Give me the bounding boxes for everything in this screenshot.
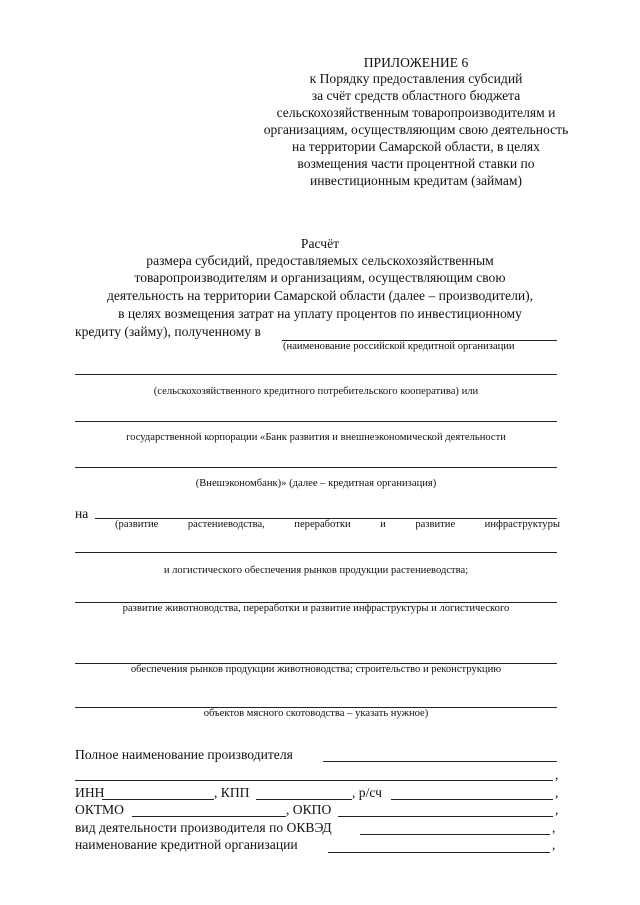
caption-purpose-1 bbox=[115, 519, 560, 530]
bank-input[interactable] bbox=[328, 852, 550, 853]
comma: , bbox=[555, 785, 559, 800]
comma: , bbox=[552, 837, 556, 852]
caption-purpose-2: и логистического обеспечения рынков продукции растениеводства; bbox=[163, 565, 469, 576]
purpose-word: развитие bbox=[415, 519, 456, 530]
full-name-input-cont[interactable] bbox=[75, 780, 553, 781]
caption-bank-name: (наименование российской кредитной организации bbox=[283, 341, 515, 352]
oktmo-label: ОКТМО bbox=[75, 802, 124, 817]
title-line: в целях возмещения затрат на уплату процентов по инвестиционному bbox=[118, 306, 522, 321]
header-line: на территории Самарской области, в целях bbox=[292, 139, 540, 154]
blank-line[interactable] bbox=[75, 467, 557, 468]
title-line: размера субсидий, предоставляемых сельскохозяйственным bbox=[146, 253, 494, 268]
header-line: сельскохозяйственным товаропроизводителям и bbox=[276, 105, 556, 120]
comma: , bbox=[552, 820, 556, 835]
purpose-word: (развитие bbox=[115, 519, 159, 530]
inn-input[interactable] bbox=[102, 799, 214, 800]
document-title: Расчёт bbox=[300, 236, 340, 251]
comma: , bbox=[555, 802, 559, 817]
rs-label: , р/сч bbox=[352, 785, 382, 800]
inn-label: ИНН bbox=[75, 785, 105, 800]
purpose-word: переработки bbox=[294, 519, 351, 530]
purpose-prefix: на bbox=[75, 506, 89, 521]
full-name-input[interactable] bbox=[323, 761, 557, 762]
header-line: возмещения части процентной ставки по bbox=[297, 156, 535, 171]
comma: , bbox=[555, 767, 559, 782]
caption-cooperative: (сельскохозяйственного кредитного потребительского кооператива) или bbox=[153, 386, 479, 397]
okpo-label: , ОКПО bbox=[286, 802, 332, 817]
purpose-word: и bbox=[380, 519, 386, 530]
kpp-input[interactable] bbox=[256, 799, 352, 800]
field-full-name-label: Полное наименование производителя bbox=[75, 747, 293, 762]
title-line: деятельность на территории Самарской области (далее – производители), bbox=[106, 288, 534, 303]
okved-label: вид деятельности производителя по ОКВЭД bbox=[75, 820, 332, 835]
purpose-word: инфраструктуры bbox=[484, 519, 560, 530]
header-line: к Порядку предоставления субсидий bbox=[309, 71, 523, 86]
kpp-label: , КПП bbox=[214, 785, 250, 800]
purpose-word: растениеводства, bbox=[187, 519, 265, 530]
header-line: организациям, осуществляющим свою деятельность bbox=[263, 122, 569, 137]
bank-label: наименование кредитной организации bbox=[75, 837, 298, 852]
caption-corporation: государственной корпорации «Банк развития и внешнеэкономической деятельности bbox=[126, 432, 506, 443]
rs-input[interactable] bbox=[391, 799, 553, 800]
title-line: товаропроизводителям и организациям, осуществляющим свою bbox=[134, 270, 506, 285]
caption-veb: (Внешэкономбанк)» (далее – кредитная организация) bbox=[195, 478, 437, 489]
caption-purpose-5: объектов мясного скотоводства – указать нужное) bbox=[203, 708, 429, 719]
blank-line[interactable] bbox=[75, 374, 557, 375]
okved-input[interactable] bbox=[360, 834, 550, 835]
oktmo-input[interactable] bbox=[132, 816, 286, 817]
header-line: инвестиционным кредитам (займам) bbox=[309, 173, 522, 188]
okpo-input[interactable] bbox=[338, 816, 553, 817]
appendix-number: ПРИЛОЖЕНИЕ 6 bbox=[363, 55, 469, 70]
title-line: кредиту (займу), полученному в bbox=[75, 324, 261, 339]
blank-line[interactable] bbox=[75, 421, 557, 422]
header-line: за счёт средств областного бюджета bbox=[311, 88, 521, 103]
caption-purpose-4: обеспечения рынков продукции животноводства; строительство и реконструкцию bbox=[130, 664, 502, 675]
caption-purpose-3: развитие животноводства, переработки и развитие инфраструктуры и логистического bbox=[122, 603, 510, 614]
blank-line[interactable] bbox=[75, 552, 557, 553]
